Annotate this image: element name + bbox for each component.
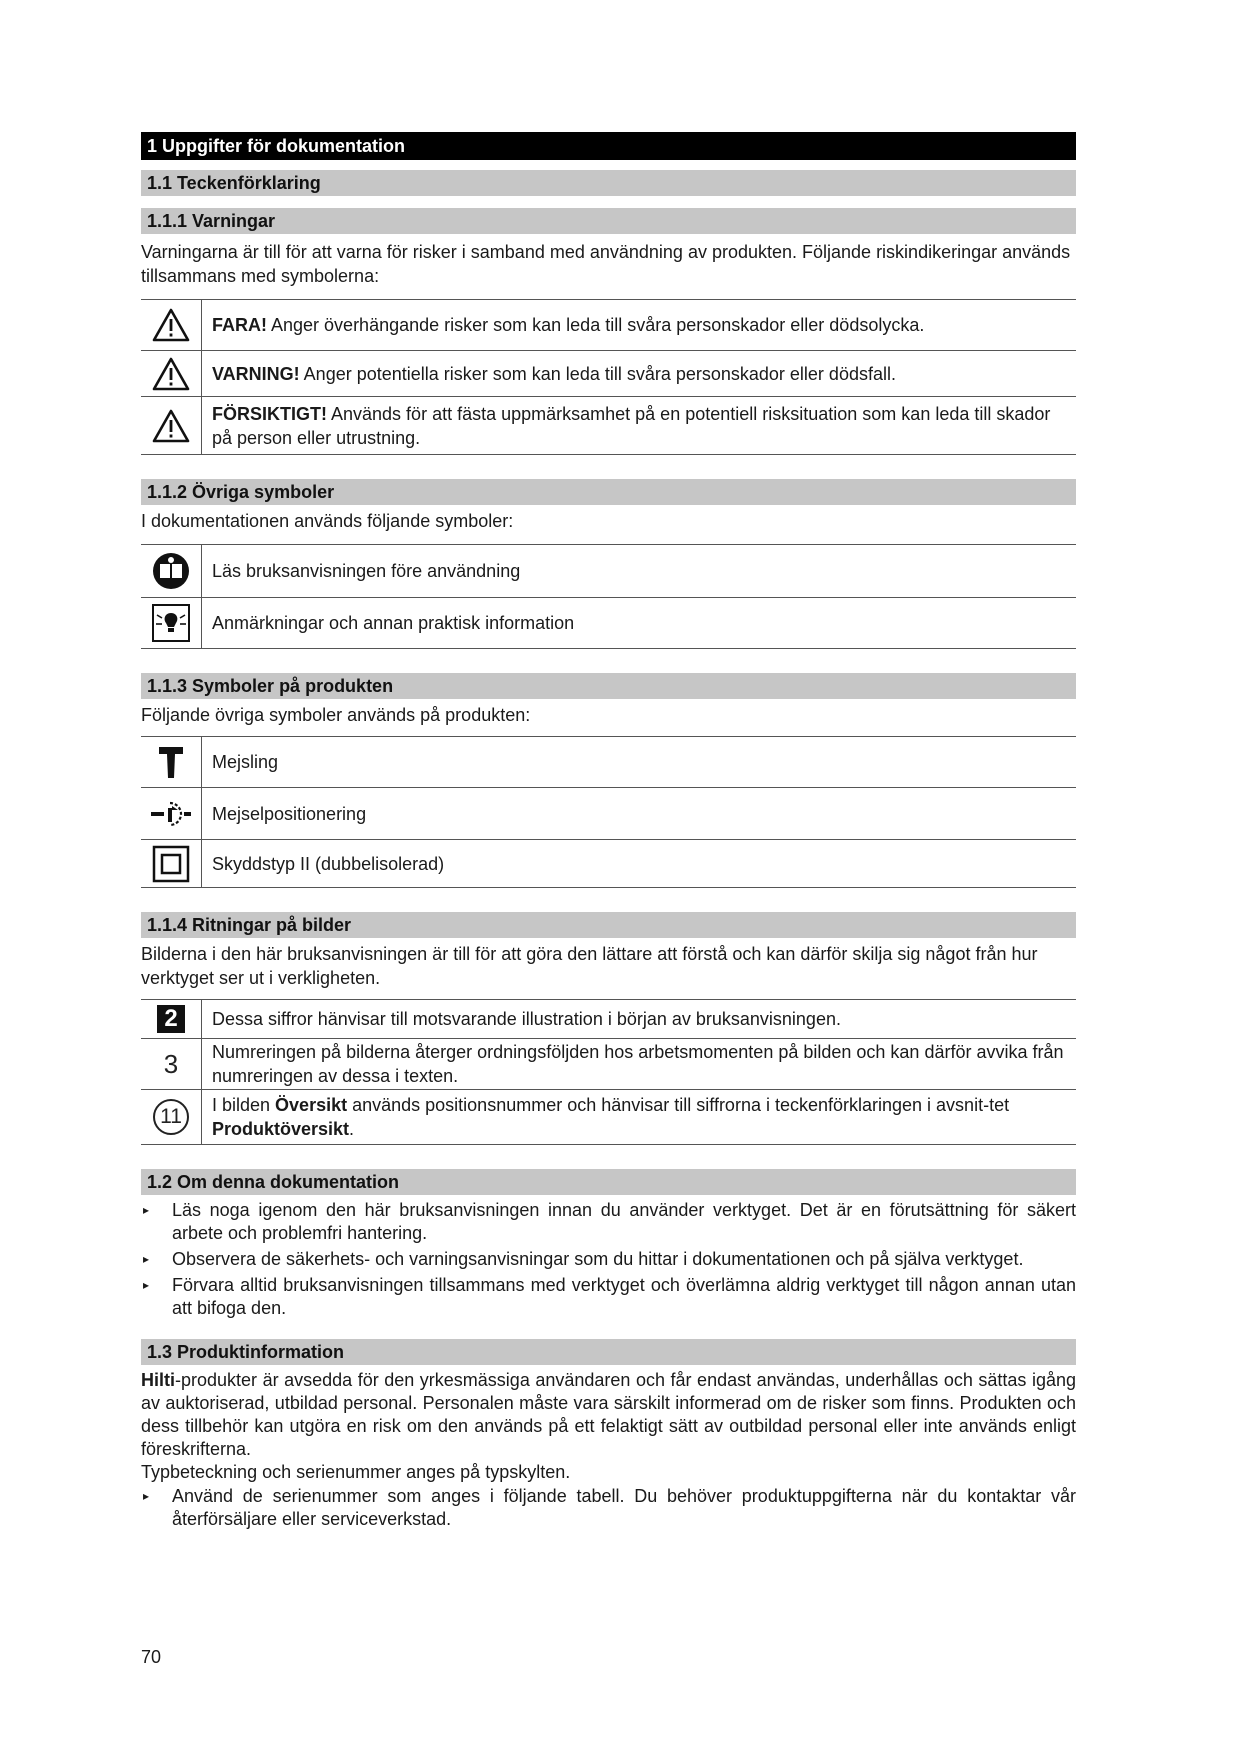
drawing-row-step-number <box>141 1039 1076 1090</box>
warning-keyword: FÖRSIKTIGT! <box>212 403 327 424</box>
product-symbol-row-chisel <box>141 737 1076 788</box>
position-number-icon: 11 <box>153 1099 189 1135</box>
drawings-intro: Bilderna i den här bruksanvisningen är till för att göra den lättare att förstå och kan därför skilja sig något från hur verktyget ser ut i verkligheten. <box>141 944 1038 988</box>
drawing-row-position-number <box>141 1090 1076 1145</box>
section-1-1-heading: 1.1 Teckenförklaring <box>141 170 1076 196</box>
symbol-text: Läs bruksanvisningen före användning <box>212 561 521 581</box>
warning-triangle-icon <box>141 397 202 454</box>
warning-text: Anger potentiella risker som kan leda till svåra personskador eller dödsfall. <box>299 363 896 384</box>
bullet-arrow-icon: ▸ <box>143 1278 150 1292</box>
double-insulated-icon <box>141 840 202 887</box>
drawing-text: används positionsnummer och hänvisar till siffrorna i teckenförklaringen i avsnit-tet <box>347 1095 1010 1115</box>
product-symbol-row-double-insulated <box>141 840 1076 888</box>
overview-label: Översikt <box>275 1095 348 1115</box>
list-item: ▸ Förvara alltid bruksanvisningen tillsammans med verktyget och överlämna aldrig verktyget till någon annan utan att bifoga den. <box>143 1275 1076 1318</box>
product-symbols-table <box>141 736 1076 888</box>
documentation-bullets <box>141 1199 1076 1320</box>
type-plate-line: Typbeteckning och serienummer anges på typskylten. <box>141 1462 571 1482</box>
warning-triangle-icon <box>141 351 202 396</box>
list-item: ▸ Läs noga igenom den här bruksanvisningen innan du använder verktyget. Det är en förutsättning för säkert arbete och problemfri hantering. <box>143 1200 1076 1243</box>
section-1-1-1-heading: 1.1.1 Varningar <box>141 208 1076 234</box>
chisel-icon <box>141 737 202 787</box>
drawing-text: . <box>349 1119 355 1139</box>
product-symbol-row-chisel-position <box>141 788 1076 840</box>
section-1-2-heading: 1.2 Om denna dokumentation <box>141 1169 1076 1195</box>
warnings-intro: Varningarna är till för att varna för risker i samband med användning av produkten. Följande riskindikeringar används tillsammans med symbolerna: <box>141 242 1071 286</box>
drawings-table <box>141 999 1076 1145</box>
product-symbols-intro: Följande övriga symboler används på produkten: <box>141 705 531 725</box>
symbol-row-read-manual <box>141 545 1076 598</box>
section-1-1-4-heading: 1.1.4 Ritningar på bilder <box>141 912 1076 938</box>
warning-keyword: VARNING! <box>212 363 300 384</box>
page-number: 70 <box>141 1647 162 1667</box>
product-overview-label: Produktöversikt <box>212 1119 350 1139</box>
symbols-table <box>141 544 1076 649</box>
step-number-icon: 3 <box>163 1048 179 1079</box>
product-info-bullets <box>141 1485 1076 1531</box>
warning-text: Används för att fästa uppmärksamhet på en potentiell risksituation som kan leda till skador på person eller utrustning. <box>212 403 1051 448</box>
bullet-arrow-icon: ▸ <box>143 1252 150 1266</box>
warning-row-varning <box>141 351 1076 397</box>
lightbulb-note-icon <box>141 598 202 648</box>
list-item: ▸ Använd de serienummer som anges i följande tabell. Du behöver produktuppgifterna när du kontaktar vår återförsäljare eller serviceverkstad. <box>143 1486 1076 1529</box>
bullet-arrow-icon: ▸ <box>143 1489 150 1503</box>
warning-text: Anger överhängande risker som kan leda till svåra personskador eller dödsolycka. <box>267 315 925 335</box>
warnings-table <box>141 299 1076 455</box>
warning-row-fara <box>141 300 1076 351</box>
product-symbol-text: Mejselpositionering <box>212 803 367 824</box>
symbol-text: Anmärkningar och annan praktisk information <box>212 613 575 633</box>
drawing-row-figure-number <box>141 1000 1076 1039</box>
drawing-text: Dessa siffror hänvisar till motsvarande illustration i början av bruksanvisningen. <box>212 1009 841 1029</box>
warning-triangle-icon <box>141 300 202 350</box>
warning-row-forsiktigt <box>141 397 1076 455</box>
product-info-paragraph: Hilti-produkter är avsedda för den yrkesmässiga användaren och får endast användas, underhållas och sättas igång av auktoriserad, utbildad personal. Personalen måste vara särskilt informerad om de risker som finns. Produkten och dess tillbehör kan utgöra en risk om den används på ett felaktigt sätt av outbildad personal eller inte används enligt föreskrifterna. <box>141 1370 1076 1459</box>
document-column <box>141 132 1076 1531</box>
product-symbol-text: Skyddstyp II (dubbelisolerad) <box>212 853 445 874</box>
chisel-position-icon <box>141 788 202 839</box>
symbols-intro: I dokumentationen används följande symboler: <box>141 511 514 531</box>
drawing-text: Numreringen på bilderna återger ordningsföljden hos arbetsmomenten på bilden och kan därför avvika från numreringen av dessa i texten. <box>212 1042 1064 1086</box>
figure-number-icon: 2 <box>157 1005 185 1033</box>
section-1-1-2-heading: 1.1.2 Övriga symboler <box>141 479 1076 505</box>
section-1-heading: 1 Uppgifter för dokumentation <box>141 132 1076 160</box>
section-1-3-heading: 1.3 Produktinformation <box>141 1339 1076 1365</box>
symbol-row-notes <box>141 598 1076 649</box>
list-item: ▸ Observera de säkerhets- och varningsanvisningar som du hittar i dokumentationen och på själva verktyget. <box>143 1249 1024 1269</box>
product-symbol-text: Mejsling <box>212 752 279 772</box>
warning-keyword: FARA! <box>212 315 267 335</box>
drawing-text: I bilden <box>212 1095 276 1115</box>
bullet-arrow-icon: ▸ <box>143 1203 150 1217</box>
section-1-1-3-heading: 1.1.3 Symboler på produkten <box>141 673 1076 699</box>
brand-name: Hilti <box>141 1370 175 1390</box>
read-manual-icon <box>141 545 202 597</box>
